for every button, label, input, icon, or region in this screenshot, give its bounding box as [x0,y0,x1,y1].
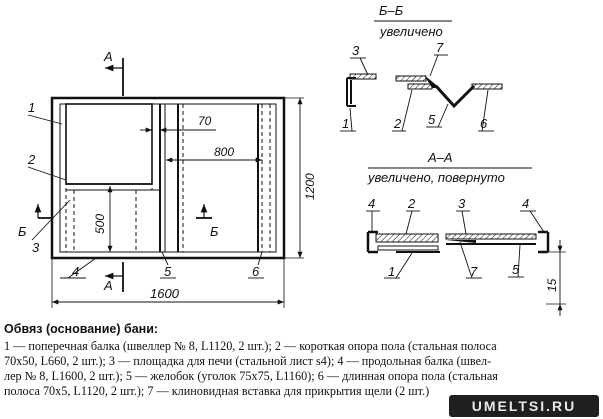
caption-line: 70x50, L660, 2 шт.); 3 — площадка для печи (стальной лист s4); 4 — продольная балка (швел- [4,354,492,368]
aa-callout-4-right: 4 [522,196,530,211]
section-label-a-top: A [104,49,113,64]
caption [4,322,600,399]
section-mark-b-left [18,204,52,239]
bb-callout-5: 5 [428,112,436,127]
aa-callout-1: 1 [388,264,396,279]
callout-3: 3 [32,240,40,255]
dim-500 [93,186,110,252]
section-bb-title: Б–Б [379,3,404,18]
dim-label-1200: 1200 [303,173,317,200]
section-aa-subtitle: увеличено, повернуто [368,170,505,185]
aa-callout-2: 2 [408,196,416,211]
dim-label-800: 800 [214,145,235,159]
callout-6: 6 [252,264,260,279]
section-label-a-bottom: A [104,278,113,293]
section-mark-b-right [196,204,219,239]
aa-callout-5: 5 [512,262,520,277]
section-bb [340,3,502,131]
dim-800 [166,145,262,160]
section-mark-a-top [103,49,123,96]
frame-plan [52,98,284,258]
section-aa [366,150,566,316]
callout-1: 1 [28,100,36,115]
section-label-b-right: Б [210,224,219,239]
callout-5: 5 [164,264,172,279]
section-label-b-left: Б [18,224,27,239]
section-bb-subtitle: увеличено [380,24,443,39]
dim-label-15: 15 [545,278,559,292]
caption-line: полоса 70x5, L1120, 2 шт.); 7 — клиновидная вставка для прикрытия щели (2 шт.) [4,384,430,398]
aa-callout-4-left: 4 [368,196,376,211]
dim-1200 [284,98,317,258]
bb-callout-1: 1 [342,116,350,131]
section-aa-title: А–А [428,150,453,165]
watermark-logo: UMELTSI.RU [449,395,599,417]
callout-4: 4 [72,264,80,279]
dim-label-70: 70 [198,114,212,128]
dim-label-1600: 1600 [150,286,179,301]
dim-label-500: 500 [93,213,107,234]
bb-callout-7: 7 [436,40,444,55]
aa-callout-3: 3 [458,196,466,211]
caption-title: Обвяз (основание) бани: [4,322,159,336]
bb-callout-3: 3 [352,43,360,58]
callout-2: 2 [28,152,36,167]
frame-outline [52,98,284,258]
caption-line: лер № 8, L1600, 2 шт.); 5 — желобок (уголок 75x75, L1160); 6 — длинная опора пола (стальная [4,369,498,383]
section-mark-a-bottom [103,262,123,293]
bb-callout-2: 2 [394,116,402,131]
bb-callout-6: 6 [480,116,488,131]
caption-line: 1 — поперечная балка (швеллер № 8, L1120, 2 шт.); 2 — короткая опора пола (стальная полоса [4,339,497,353]
aa-callout-7: 7 [470,264,478,279]
